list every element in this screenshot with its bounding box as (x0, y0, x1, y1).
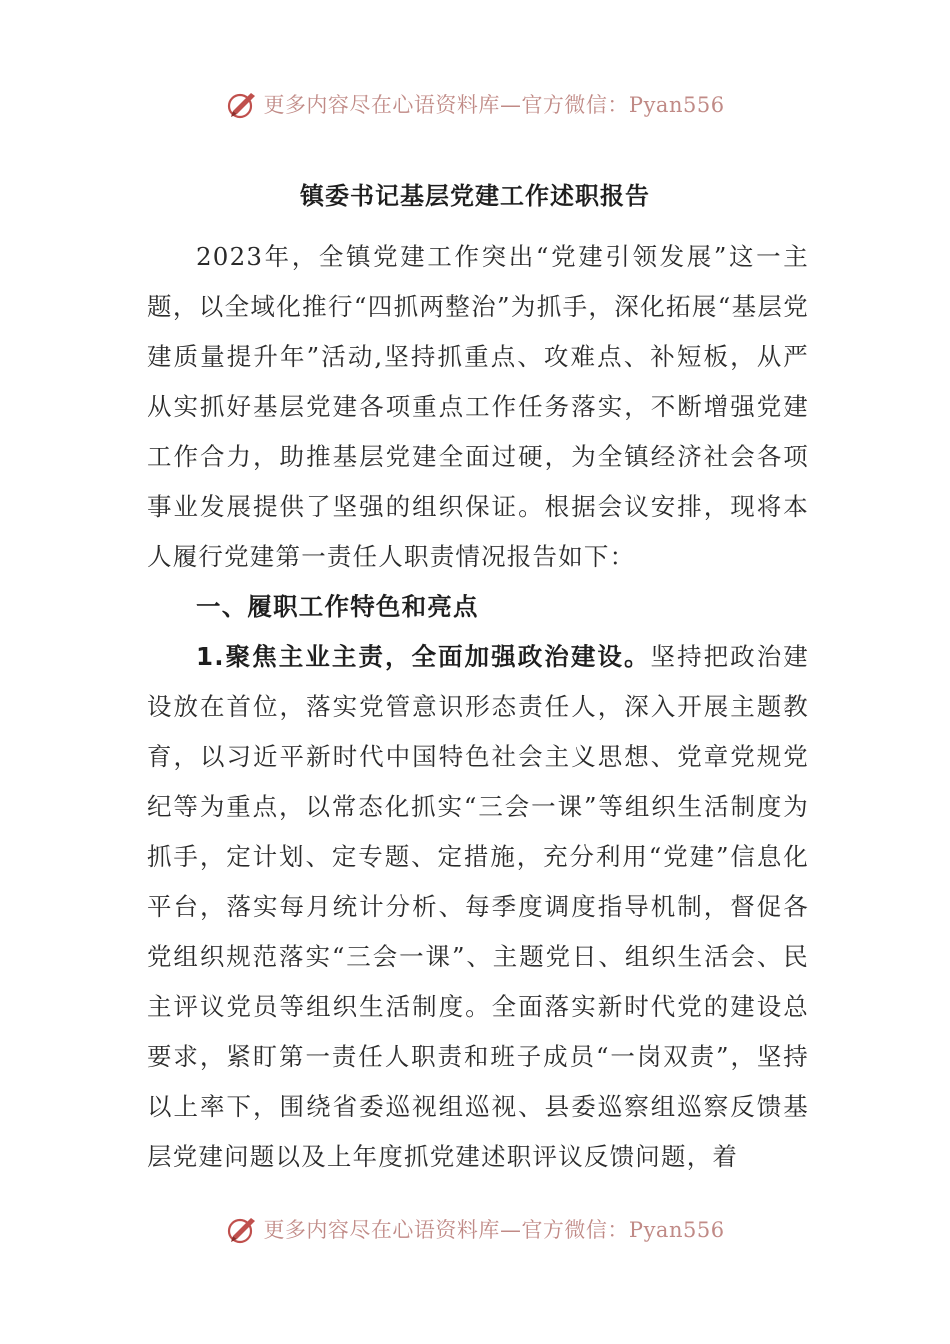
document-body (147, 232, 809, 1182)
page-title: 镇委书记基层党建工作述职报告 (300, 182, 650, 210)
banner-text: 更多内容尽在心语资料库—官方微信：Pyan556 (263, 1218, 725, 1242)
intro-paragraph: 2023年，全镇党建工作突出“党建引领发展”这一主题，以全域化推行“四抓两整治”为抓手，深化拓展“基层党建质量提升年”活动,坚持抓重点、攻难点、补短板，从严从实抓好基层党建各项重点工作任务落实，不断增强党建工作合力，助推基层党建全面过硬，为全镇经济社会各项事业发展提供了坚强的组织保证。根据会议安排，现将本人履行党建第一责任人职责情况报告如下： (147, 242, 809, 571)
item-body: 坚持把政治建设放在首位，落实党管意识形态责任人，深入开展主题教育，以习近平新时代中国特色社会主义思想、党章党规党纪等为重点，以常态化抓实“三会一课”等组织生活制度为抓手，定计划、定专题、定措施，充分利用“党建”信息化平台，落实每月统计分析、每季度调度指导机制，督促各党组织规范落实“三会一课”、主题党日、组织生活会、民主评议党员等组织生活制度。全面落实新时代党的建设总要求，紧盯第一责任人职责和班子成员“一岗双责”，坚持以上率下，围绕省委巡视组巡视、县委巡察组巡察反馈基层党建问题以及上年度抓党建述职评议反馈问题，着 (147, 642, 809, 1171)
section-heading: 一、履职工作特色和亮点 (196, 592, 479, 621)
item-lead: 1.聚焦主业主责，全面加强政治建设。 (196, 642, 651, 671)
item-paragraph (147, 632, 809, 1182)
banner-text: 更多内容尽在心语资料库—官方微信：Pyan556 (263, 93, 725, 117)
pen-logo-icon (225, 1212, 259, 1246)
footer-banner (0, 1209, 950, 1249)
header-banner (0, 84, 950, 124)
pen-logo-icon (225, 87, 259, 121)
